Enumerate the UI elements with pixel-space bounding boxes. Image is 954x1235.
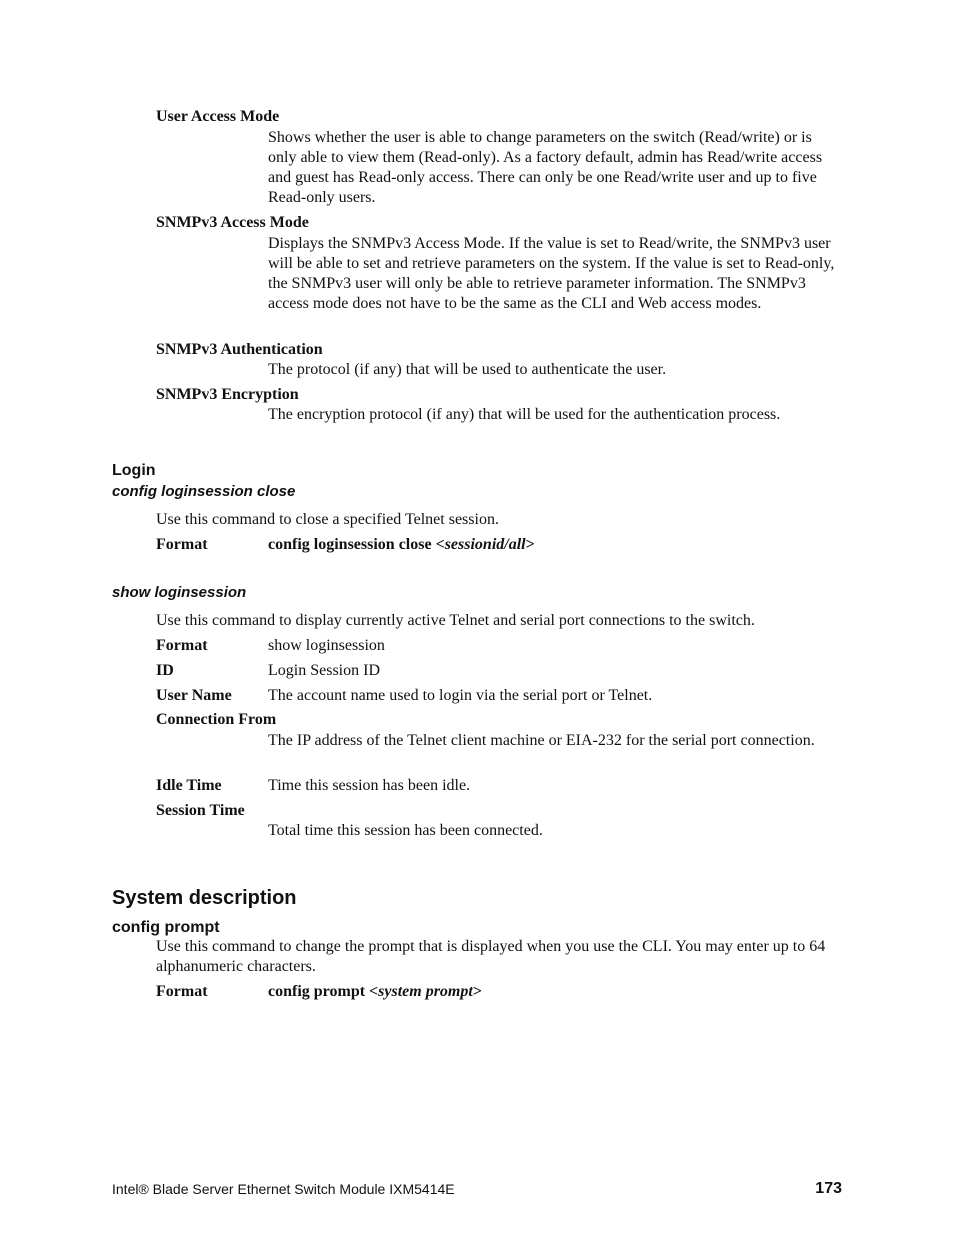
prompt-cmd-format-end: > [472,983,482,1000]
close-cmd-format-end: > [525,536,535,553]
term-idle-time: Idle Time [156,777,222,794]
desc-idle-time: Time this session has been idle. [268,777,471,794]
prompt-cmd-format [268,982,843,1002]
desc-snmpv3-authentication: The protocol (if any) that will be used to authenticate the user. [268,361,667,378]
close-cmd-format-arg: sessionid/all [444,536,526,553]
term-session-time: Session Time [156,802,245,819]
section-heading-system-description: System description [112,887,297,909]
desc-user-name: The account name used to login via the serial port or Telnet. [268,687,653,704]
prompt-cmd-format-label: Format [156,983,208,1000]
prompt-cmd-format-arg: system prompt [378,983,473,1000]
close-cmd-format [268,535,843,555]
term-snmpv3-authentication: SNMPv3 Authentication [156,341,323,358]
term-id: ID [156,662,174,679]
desc-session-time: Total time this session has been connected. [268,822,543,839]
term-snmpv3-access-mode: SNMPv3 Access Mode [156,214,309,231]
show-cmd-format-label: Format [156,637,208,654]
close-cmd-format-label: Format [156,536,208,553]
show-cmd-format-value: show loginsession [268,637,385,654]
desc-connection-from: The IP address of the Telnet client machine or EIA-232 for the serial port connection. [268,732,815,749]
section-heading-login: Login [112,462,156,479]
command-heading-show-loginsession: show loginsession [112,584,247,601]
prompt-cmd-format-text: config prompt < [268,983,379,1000]
command-heading-config-prompt: config prompt [112,919,220,936]
show-cmd-intro: Use this command to display currently active Telnet and serial port connections to the switch. [156,612,755,629]
close-cmd-format-text: config loginsession close < [268,536,445,553]
command-heading-config-loginsession-close: config loginsession close [112,483,296,500]
desc-user-access-mode: Shows whether the user is able to change parameters on the switch (Read/write) or is only able to view them (Read-only). As a factory default, admin has Read/write access and guest has Read-only access. There can only be one Read/write user and up to five Read-only users. [268,129,823,206]
term-user-name: User Name [156,687,232,704]
page-number: 173 [815,1180,842,1197]
term-user-access-mode: User Access Mode [156,108,280,125]
term-snmpv3-encryption: SNMPv3 Encryption [156,386,299,403]
desc-snmpv3-encryption: The encryption protocol (if any) that will be used for the authentication process. [268,406,781,423]
term-connection-from: Connection From [156,711,277,728]
desc-id: Login Session ID [268,662,380,679]
close-cmd-intro: Use this command to close a specified Telnet session. [156,511,499,528]
footer-title: Intel® Blade Server Ethernet Switch Module IXM5414E [112,1181,455,1197]
desc-snmpv3-access-mode: Displays the SNMPv3 Access Mode. If the value is set to Read/write, the SNMPv3 user will be able to set and retrieve parameters on the system. If the value is set to Read-only, the SNMPv3 user will only be able to retrieve parameter information. The SNMPv3 access mode does not have to be the same as the CLI and Web access modes. [268,235,835,312]
prompt-cmd-intro: Use this command to change the prompt that is displayed when you use the CLI. You may enter up to 64 alphanumeric characters. [156,938,826,975]
